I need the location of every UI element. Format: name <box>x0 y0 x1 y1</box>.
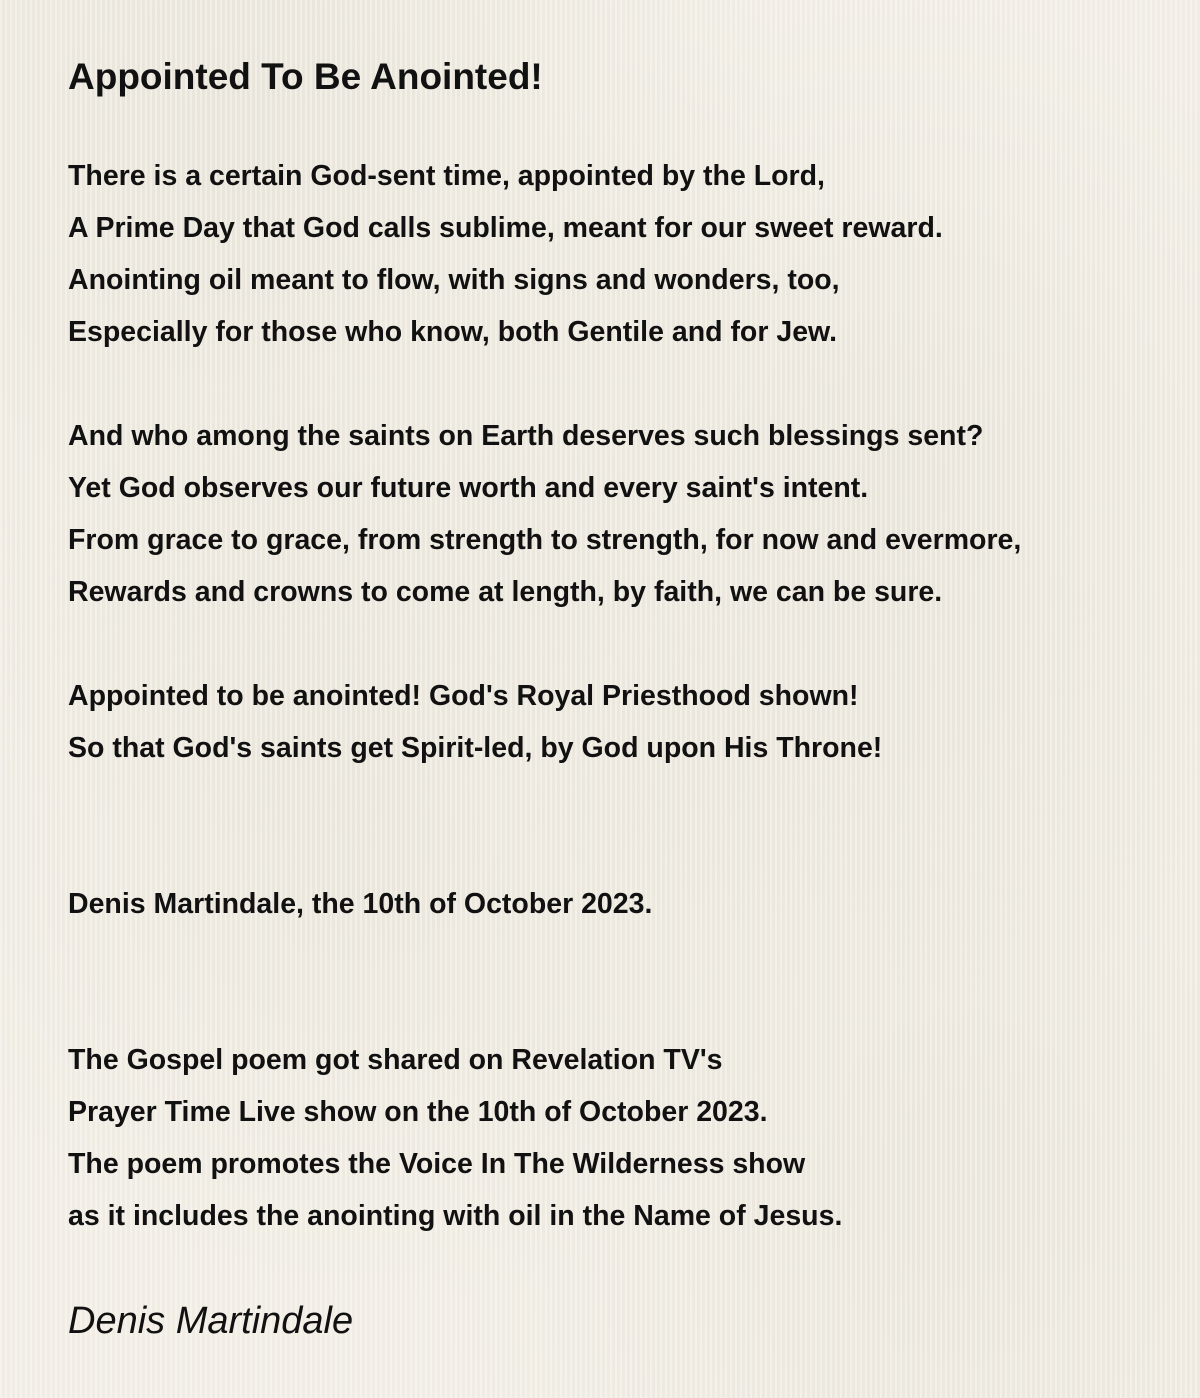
stanza-break <box>68 618 1188 670</box>
poem-body <box>68 150 1188 1242</box>
poem-line: So that God's saints get Spirit-led, by God upon His Throne! <box>68 732 883 764</box>
stanza-break <box>68 358 1188 410</box>
poem-line: There is a certain God-sent time, appointed by the Lord, <box>68 160 825 192</box>
author-name: Denis Martindale <box>68 1300 354 1342</box>
note-line: as it includes the anointing with oil in the Name of Jesus. <box>68 1200 843 1232</box>
poem-line: Anointing oil meant to flow, with signs and wonders, too, <box>68 264 840 296</box>
signature-date-line: Denis Martindale, the 10th of October 2023. <box>68 888 653 920</box>
stanza-break <box>68 826 1188 878</box>
note-line: The Gospel poem got shared on Revelation TV's <box>68 1044 723 1076</box>
stanza-break <box>68 982 1188 1034</box>
poem-line: Especially for those who know, both Gentile and for Jew. <box>68 316 838 348</box>
note-line: The poem promotes the Voice In The Wilderness show <box>68 1148 806 1180</box>
poem-line: Appointed to be anointed! God's Royal Priesthood shown! <box>68 680 859 712</box>
poem-title: Appointed To Be Anointed! <box>68 56 543 97</box>
poem-line: From grace to grace, from strength to strength, for now and evermore, <box>68 524 1022 556</box>
poem-line: And who among the saints on Earth deserves such blessings sent? <box>68 420 984 452</box>
poem-line: A Prime Day that God calls sublime, meant for our sweet reward. <box>68 212 943 244</box>
stanza-break <box>68 930 1188 982</box>
stanza-break <box>68 774 1188 826</box>
note-line: Prayer Time Live show on the 10th of October 2023. <box>68 1096 768 1128</box>
poem-line: Yet God observes our future worth and every saint's intent. <box>68 472 869 504</box>
poem-line: Rewards and crowns to come at length, by faith, we can be sure. <box>68 576 943 608</box>
